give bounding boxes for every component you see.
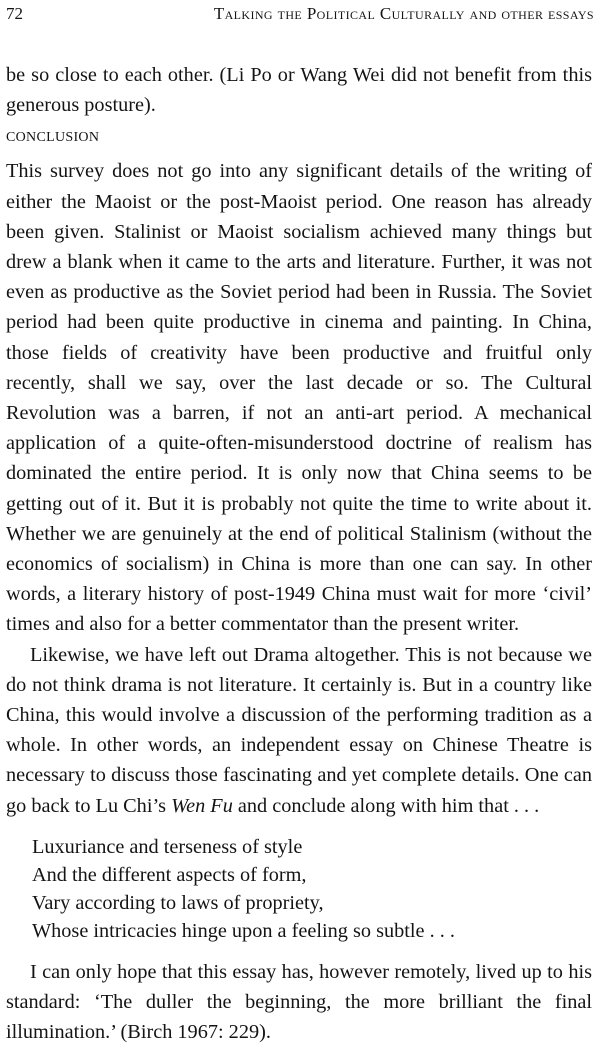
running-title: Talking the Political Culturally and other essays [213, 4, 594, 23]
drama-paragraph-end: and conclude along with him that . . . [232, 794, 540, 817]
page-number: 72 [6, 4, 23, 23]
body-text [6, 60, 592, 1047]
drama-paragraph-start: Likewise, we have left out Drama altogether. This is not because we do not think drama is not literature. It certainly is. But in a country like China, this would involve a discussion of the performing tradition as a whole. In other words, an independent essay on Chinese Theatre is necessary to discuss those fascinating and yet complete details. One can go back to Lu Chi’s [6, 643, 592, 817]
section-heading: CONCLUSION [6, 130, 100, 146]
survey-paragraph: This survey does not go into any significant details of the writing of either the Maoist or the post-Maoist period. One reason has already been given. Stalinist or Maoist socialism achieved many things but drew a blank when it came to the arts and literature. Further, it was not even as productive as the Soviet period had been in Russia. The Soviet period had been quite productive in cinema and painting. In China, those fields of creativity have been productive and fruitful only recently, shall we say, over the last decade or so. The Cultural Revolution was a barren, if not an anti-art period. A mechanical application of a quite-often-misunderstood doctrine of realism has dominated the entire period. It is only now that China seems to be getting out of it. But it is probably not quite the time to write about it. Whether we are genuinely at the end of political Stalinism (without the economics of socialism) in China is more than one can say. In other words, a literary history of post-1949 China must wait for more ‘civil’ times and also for a better commentator than the present writer. [6, 160, 592, 636]
work-title: Wen Fu [171, 794, 233, 817]
intro-paragraph: be so close to each other. (Li Po or Wang Wei did not benefit from this generous posture). [6, 64, 592, 117]
verse-line: Vary according to laws of propriety, [32, 891, 324, 914]
verse-line: And the different aspects of form, [32, 863, 307, 886]
verse-quotation [32, 833, 592, 945]
drama-paragraph [6, 640, 592, 821]
closing-paragraph: I can only hope that this essay has, however remotely, lived up to his standard: ‘The duller the beginning, the more brilliant the final illumination.’ (Birch 1967: 229). [6, 960, 592, 1044]
verse-line: Luxuriance and terseness of style [32, 835, 303, 858]
verse-line: Whose intricacies hinge upon a feeling so subtle . . . [32, 919, 455, 942]
running-head [6, 2, 594, 28]
